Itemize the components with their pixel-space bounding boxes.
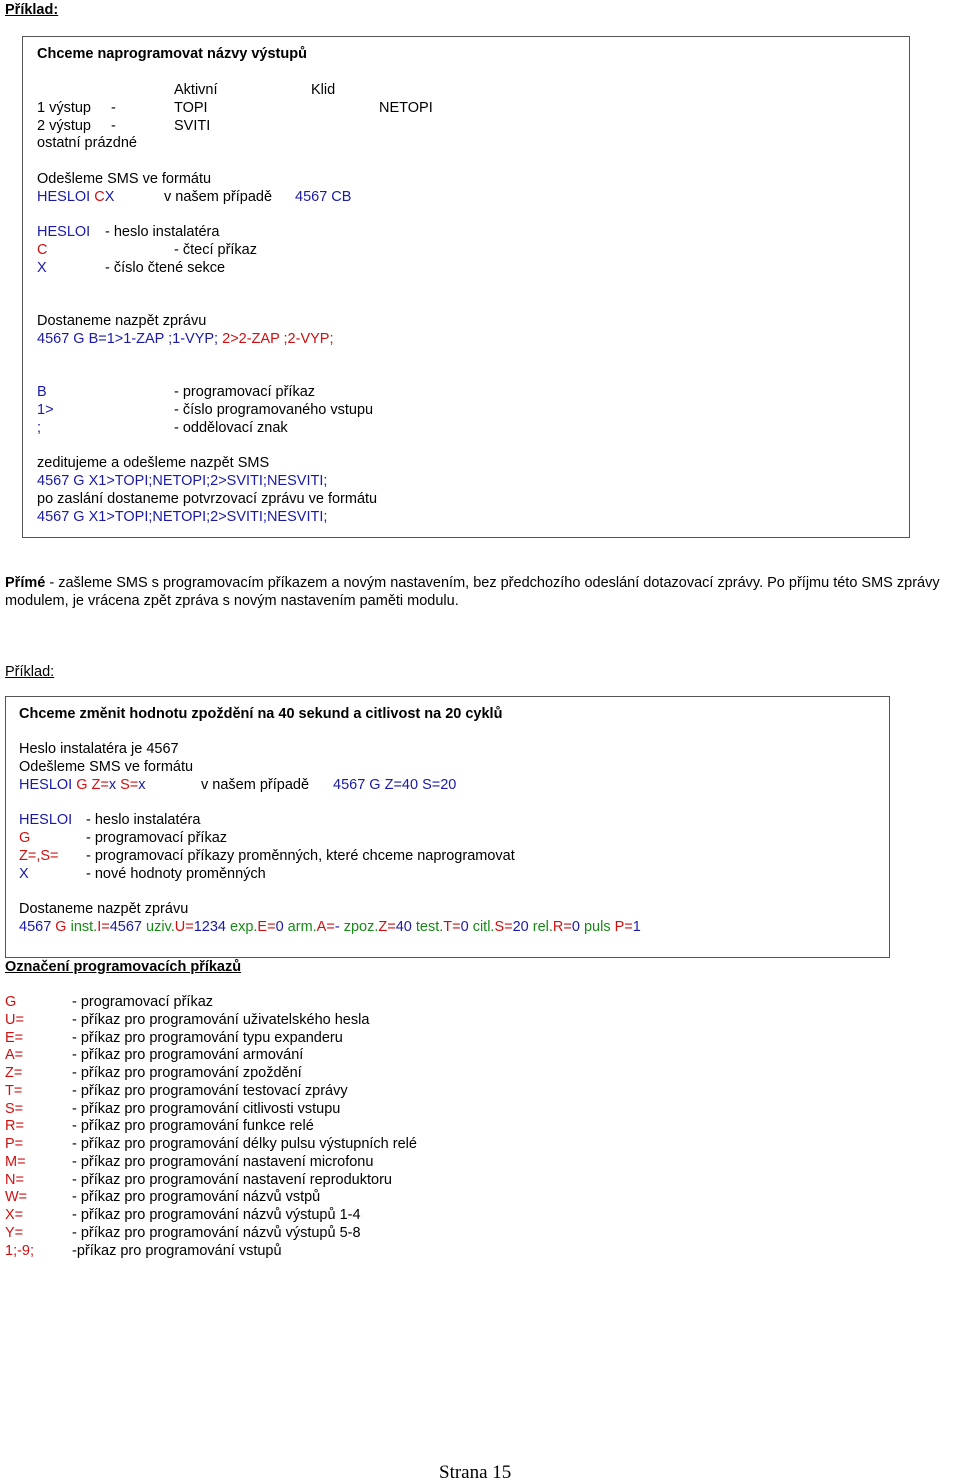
example2-box xyxy=(5,696,890,958)
ex2-send-format-label: Odešleme SMS ve formátu xyxy=(19,759,194,775)
ex2-cmd-z: Z= xyxy=(91,777,109,793)
row3-text: ostatní prázdné xyxy=(37,135,137,151)
example2-title: Chceme změnit hodnotu zpoždění na 40 sekund a citlivost na 20 cyklů xyxy=(19,706,503,722)
command-key: 1;-9; xyxy=(5,1243,35,1259)
command-description: - příkaz pro programování nastavení microfonu xyxy=(72,1154,374,1170)
command-description: -příkaz pro programování vstupů xyxy=(72,1243,282,1259)
legend-key-x: X xyxy=(37,260,47,276)
ex2-cmd-x2: x xyxy=(138,777,146,793)
command-key: G xyxy=(5,994,17,1010)
reply-u-cmd: U= xyxy=(174,919,194,935)
command-key: Y= xyxy=(5,1225,24,1241)
command-description: - příkaz pro programování názvů vstpů xyxy=(72,1189,321,1205)
legend-key-b: B xyxy=(37,384,47,400)
command-description: - příkaz pro programování armování xyxy=(72,1047,304,1063)
command-key: W= xyxy=(5,1189,28,1205)
legend-val-semicolon: - oddělovací znak xyxy=(174,420,288,436)
reply-value xyxy=(37,330,333,348)
reply-r-val: 0 xyxy=(571,919,580,935)
ex2-cmd-x1: x xyxy=(108,777,117,793)
example1-title: Chceme naprogramovat názvy výstupů xyxy=(37,46,307,62)
reply-citl-label: citl. xyxy=(472,919,495,935)
page-footer: Strana 15 xyxy=(439,1462,512,1483)
command-key: N= xyxy=(5,1172,24,1188)
cmd-heslo: HESLOI xyxy=(37,189,91,205)
reply-t-val: 0 xyxy=(460,919,469,935)
ex2-legend-val-x: - nové hodnoty proměnných xyxy=(86,866,266,882)
reply-part-b: 2>2-ZAP ;2-VYP; xyxy=(222,331,334,347)
command-description: - příkaz pro programování typu expanderu xyxy=(72,1030,343,1046)
reply-exp-label: exp. xyxy=(230,919,258,935)
legend-key-c: C xyxy=(37,242,48,258)
ex2-cmd-heslo: HESLOI xyxy=(19,777,73,793)
command-description: - příkaz pro programování testovací zprávy xyxy=(72,1083,348,1099)
reply-t-cmd: T= xyxy=(443,919,461,935)
command-description: - příkaz pro programování názvů výstupů 5-8 xyxy=(72,1225,361,1241)
reply-r-cmd: R= xyxy=(552,919,572,935)
reply-p-cmd: P= xyxy=(614,919,633,935)
command-key: S= xyxy=(5,1101,24,1117)
row2-dash: - xyxy=(111,118,116,134)
reply-label: Dostaneme nazpět zprávu xyxy=(37,313,207,329)
reply-u-val: 1234 xyxy=(193,919,226,935)
command-description: - příkaz pro programování názvů výstupů 1-4 xyxy=(72,1207,361,1223)
ex2-legend-val-g: - programovací příkaz xyxy=(86,830,228,846)
command-key: M= xyxy=(5,1154,26,1170)
ex2-legend-val-heslo: - heslo instalatéra xyxy=(86,812,201,828)
reply-i-cmd: I= xyxy=(97,919,110,935)
cmd-c: C xyxy=(94,189,105,205)
reply-puls-label: puls xyxy=(583,919,611,935)
reply-i-val: 4567 xyxy=(109,919,142,935)
command-description: - příkaz pro programování citlivosti vstupu xyxy=(72,1101,341,1117)
send-format-command xyxy=(37,188,114,206)
cmd-x: X xyxy=(104,189,115,205)
legend-key-heslo: HESLOI xyxy=(37,224,91,240)
confirm-value: 4567 G X1>TOPI;NETOPI;2>SVITI;NESVITI; xyxy=(37,509,328,525)
row1-active: TOPI xyxy=(174,100,208,116)
example1-label: Příklad: xyxy=(5,2,59,18)
row1-idle: NETOPI xyxy=(379,100,433,116)
reply-a-val: - xyxy=(334,919,340,935)
command-description: - příkaz pro programování zpoždění xyxy=(72,1065,302,1081)
heslo-line: Heslo instalatéra je 4567 xyxy=(19,741,179,757)
example2-label: Příklad: xyxy=(5,664,55,680)
edit-value: 4567 G X1>TOPI;NETOPI;2>SVITI;NESVITI; xyxy=(37,473,328,489)
reply-a-cmd: A= xyxy=(316,919,335,935)
direct-text: - zašleme SMS s programovacím příkazem a novým nastavením, bez předchozího odeslání dotazovací zprávy. Po příjmu této SMS zprávy modulem, je vrácena zpět zpráva s novým nastavením paměti modulu. xyxy=(5,575,940,609)
reply-z-cmd: Z= xyxy=(378,919,396,935)
case-value: 4567 CB xyxy=(295,189,352,205)
command-key: U= xyxy=(5,1012,24,1028)
send-format-label: Odešleme SMS ve formátu xyxy=(37,171,212,187)
ex2-cmd-g: G xyxy=(76,777,88,793)
legend-val-1: - číslo programovaného vstupu xyxy=(174,402,374,418)
command-description: - příkaz pro programování uživatelského hesla xyxy=(72,1012,370,1028)
commands-heading: Označení programovacích příkazů xyxy=(5,959,242,975)
legend-val-x: - číslo čtené sekce xyxy=(105,260,226,276)
legend-val-c: - čtecí příkaz xyxy=(174,242,257,258)
legend-val-heslo: - heslo instalatéra xyxy=(105,224,220,240)
command-key: P= xyxy=(5,1136,24,1152)
legend-val-b: - programovací příkaz xyxy=(174,384,316,400)
command-key: R= xyxy=(5,1118,24,1134)
example1-box xyxy=(22,36,910,538)
reply-g: G xyxy=(55,919,67,935)
command-description: - příkaz pro programování délky pulsu výstupních relé xyxy=(72,1136,417,1152)
reply-arm-label: arm. xyxy=(287,919,317,935)
case-label: v našem případě xyxy=(164,189,273,205)
command-description: - příkaz pro programování nastavení reproduktoru xyxy=(72,1172,392,1188)
legend-key-semicolon: ; xyxy=(37,420,42,436)
command-key: Z= xyxy=(5,1065,23,1081)
reply-inst-label: inst. xyxy=(70,919,98,935)
command-key: T= xyxy=(5,1083,23,1099)
ex2-case-value: 4567 G Z=40 S=20 xyxy=(333,777,457,793)
ex2-legend-key-heslo: HESLOI xyxy=(19,812,73,828)
row2-active: SVITI xyxy=(174,118,211,134)
ex2-reply-label: Dostaneme nazpět zprávu xyxy=(19,901,189,917)
reply-e-cmd: E= xyxy=(257,919,276,935)
command-description: - příkaz pro programování funkce relé xyxy=(72,1118,314,1134)
reply-e-val: 0 xyxy=(275,919,284,935)
command-key: E= xyxy=(5,1030,24,1046)
col-aktivni: Aktivní xyxy=(174,82,218,98)
reply-s-cmd: S= xyxy=(494,919,513,935)
reply-p-val: 1 xyxy=(632,919,641,935)
command-key: A= xyxy=(5,1047,24,1063)
direct-paragraph xyxy=(5,574,960,610)
ex2-send-format-command xyxy=(19,776,146,794)
ex2-legend-key-zs: Z=,S= xyxy=(19,848,59,864)
reply-uziv-label: uziv. xyxy=(146,919,175,935)
col-klid: Klid xyxy=(311,82,336,98)
ex2-legend-val-zs: - programovací příkazy proměnných, které chceme naprogramovat xyxy=(86,848,515,864)
reply-rel-label: rel. xyxy=(532,919,553,935)
direct-bold: Přímé xyxy=(5,575,46,591)
reply-heslo: 4567 xyxy=(19,919,52,935)
reply-part-a: 4567 G B=1>1-ZAP ;1-VYP; xyxy=(37,331,219,347)
command-description: - programovací příkaz xyxy=(72,994,214,1010)
edit-label: zeditujeme a odešleme nazpět SMS xyxy=(37,455,270,471)
ex2-legend-key-x: X xyxy=(19,866,29,882)
confirm-label: po zaslání dostaneme potvrzovací zprávu ve formátu xyxy=(37,491,378,507)
ex2-cmd-s: S= xyxy=(120,777,139,793)
row1-dash: - xyxy=(111,100,116,116)
reply-zpoz-label: zpoz. xyxy=(343,919,379,935)
ex2-case-label: v našem případě xyxy=(201,777,310,793)
legend-key-1: 1> xyxy=(37,402,54,418)
reply-s-val: 20 xyxy=(512,919,529,935)
reply-z-val: 40 xyxy=(395,919,412,935)
command-key: X= xyxy=(5,1207,24,1223)
row2-name: 2 výstup xyxy=(37,118,91,134)
ex2-legend-key-g: G xyxy=(19,830,31,846)
reply-test-label: test. xyxy=(415,919,444,935)
ex2-reply-value xyxy=(19,918,641,936)
row1-name: 1 výstup xyxy=(37,100,91,116)
